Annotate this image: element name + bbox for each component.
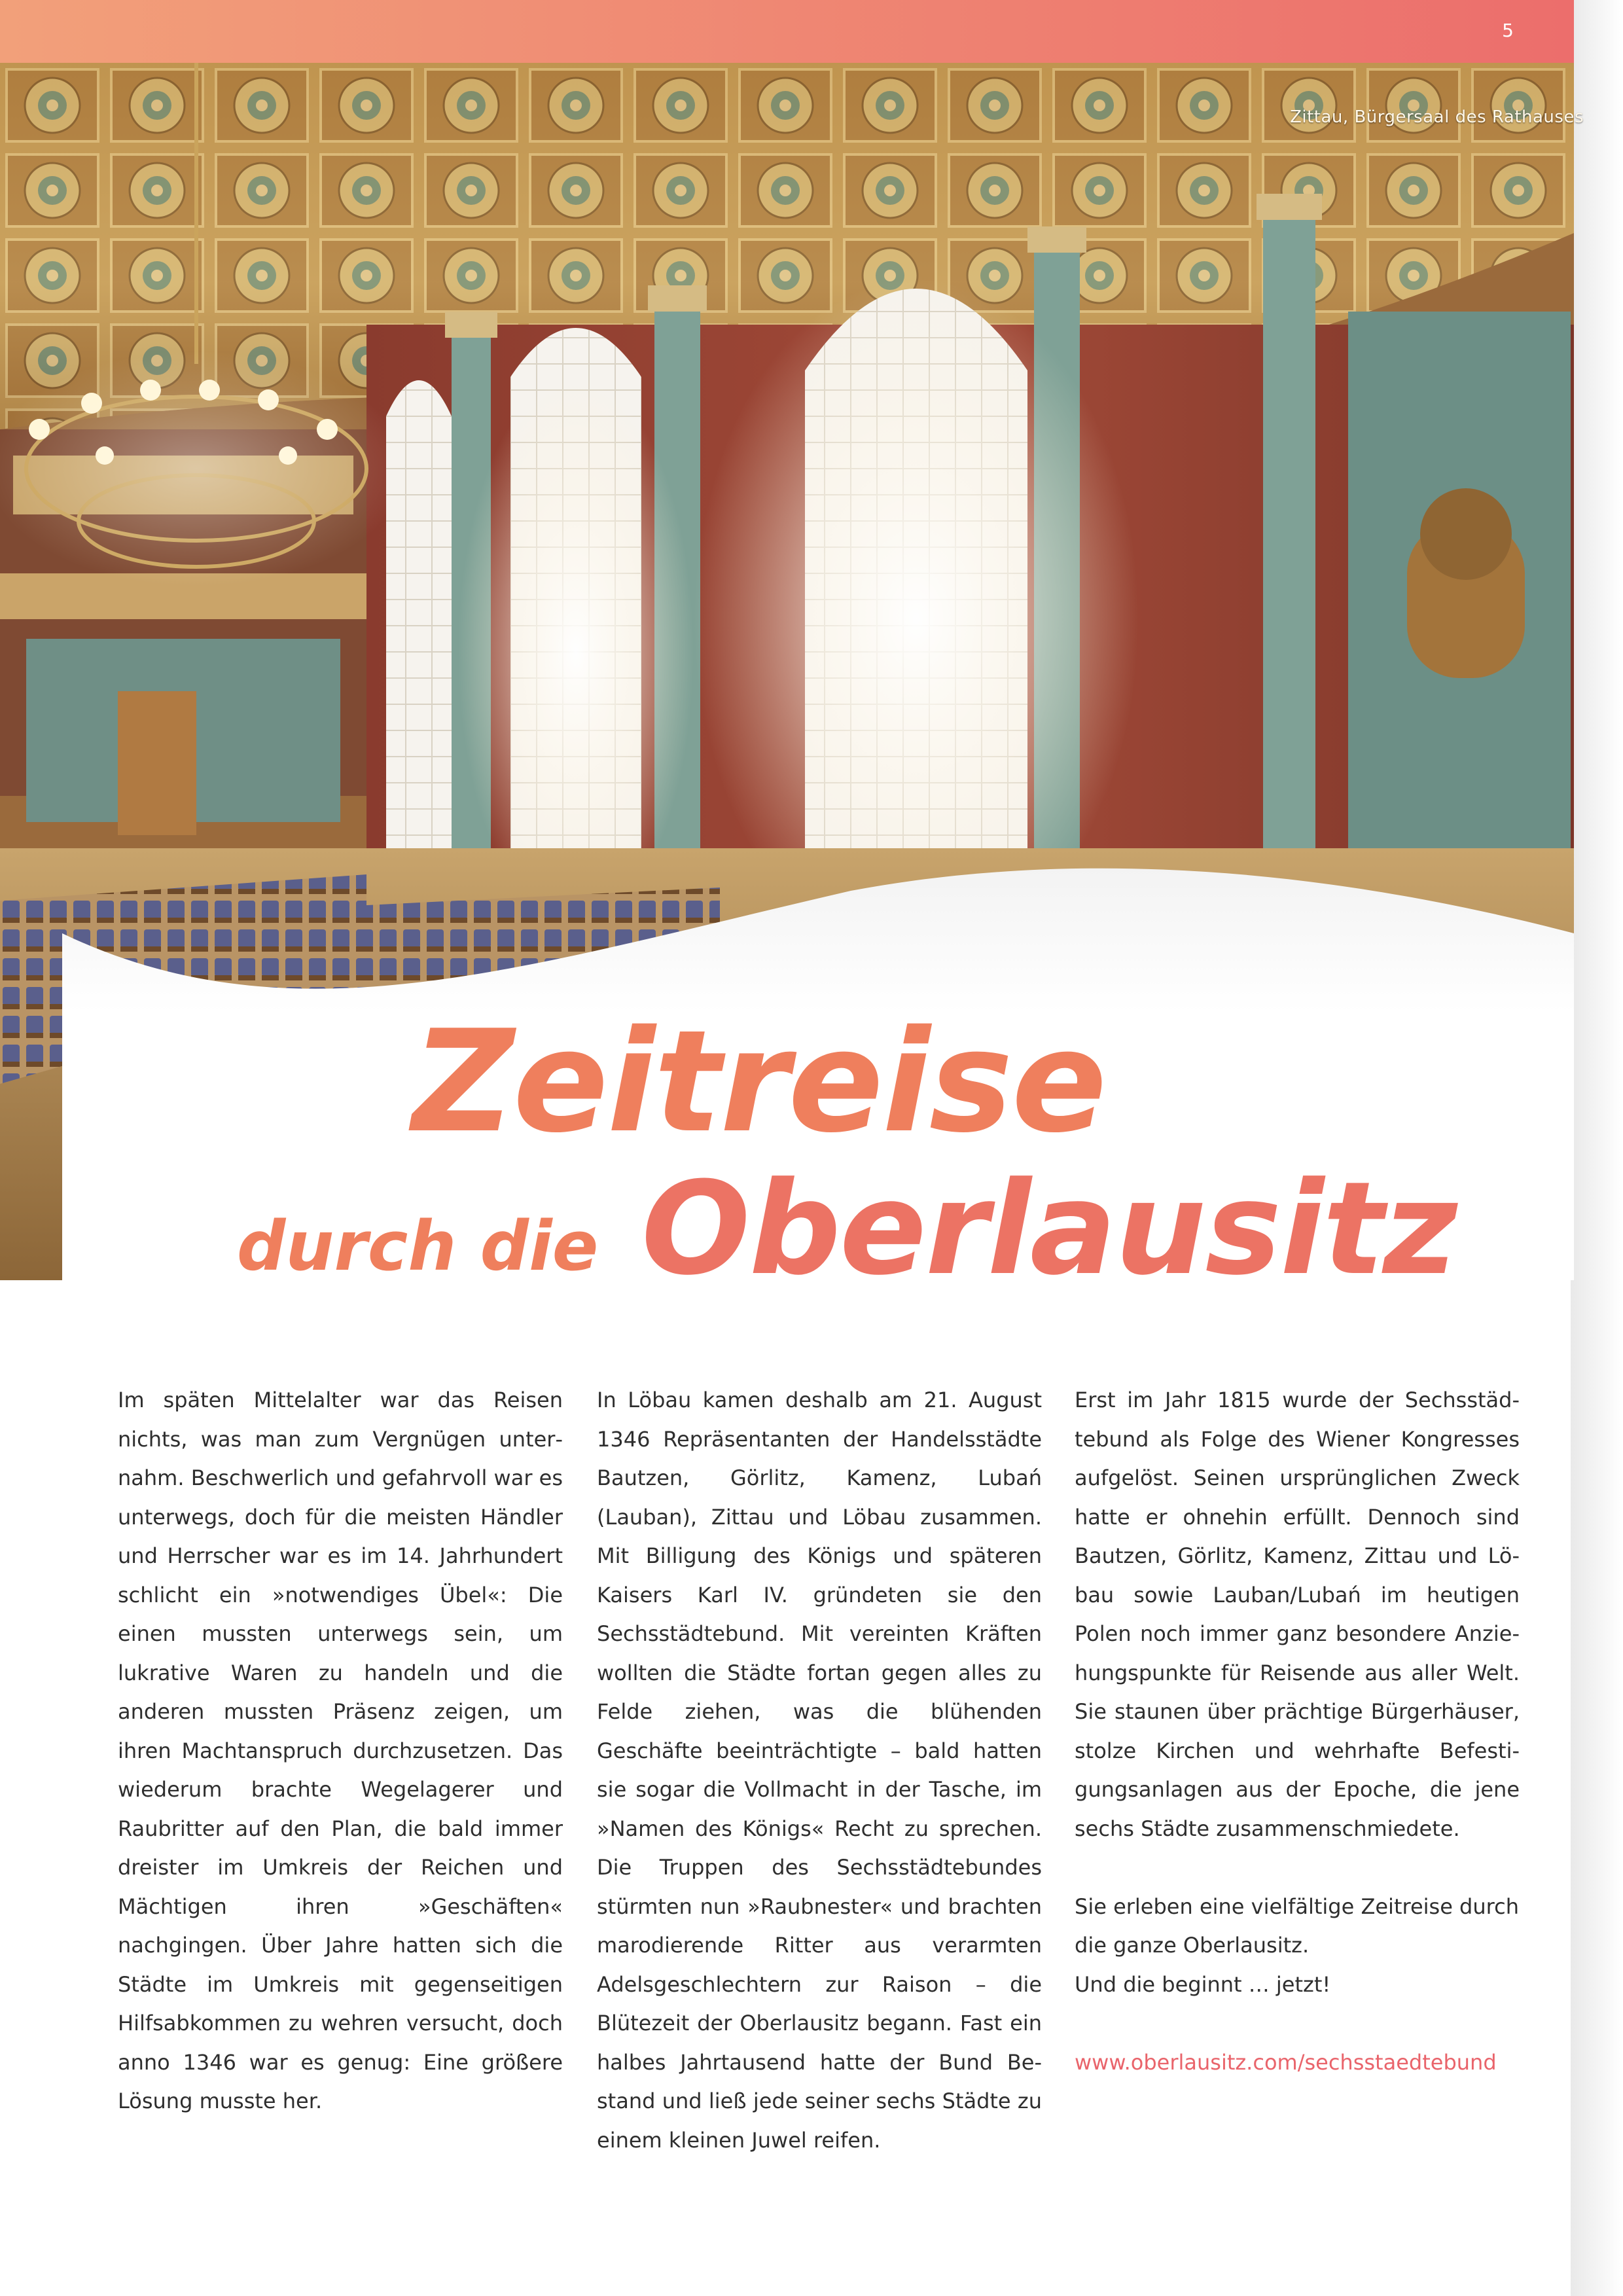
text-column-2	[597, 1381, 1042, 2160]
paragraph: In Löbau kamen deshalb am 21. August 1346 Repräsentanten der Handelsstädte Bautzen, Görlitz, Kamenz, Lubań (Lauban), Zittau und Löbau zusammen. Mit Billigung des Königs und späteren Kaisers Karl IV. gründeten sie den Sechsstädtebund. Mit vereinten Kräften wollten die Städte fortan gegen alles zu Felde ziehen, was die blühenden Geschäfte beeinträchtigte – bald hatten sie sogar die Vollmacht in der Tasche, im »Namen des Königs« Recht zu sprechen. Die Truppen des Sechsstädtebundes stürmten nun »Raubnester« und brachten marodierende Ritter aus verarmten Adelsgeschlechtern zur Raison – die Blütezeit der Oberlausitz begann. Fast ein halbes Jahrtausend hatte der Bund Bestand und ließ jede seiner sechs Städte zu einem kleinen Juwel reifen.	[597, 1388, 1042, 2153]
headline-line-1: Zeitreise	[412, 999, 1106, 1164]
text-column-3	[1075, 1381, 1520, 2082]
photo-caption: Zittau, Bürgersaal des Rathauses	[1290, 107, 1584, 127]
paragraph: Und die beginnt … jetzt!	[1075, 1971, 1331, 1997]
paragraph: Sie erleben eine vielfältige Zeitreise durch die ganze Oberlausitz.	[1075, 1893, 1519, 1958]
page-number: 5	[1502, 20, 1514, 41]
paragraph: Erst im Jahr 1815 wurde der Sechsstädtebund als Folge des Wiener Kongresses aufgelöst. Seinen ursprünglichen Zweck hatte er ohnehin erfüllt. Dennoch sind Bautzen, Görlitz, Kamenz, Zittau und Löbau sowie Lauban/Lubań im heutigen Polen noch immer ganz besondere Anziehungspunkte für Reisende aus aller Welt. Sie staunen über prächtige Bürgerhäuser, stolze Kirchen und wehrhafte Befestigungsanlagen aus der Epoche, die jene sechs Städte zusammenschmiedete.	[1075, 1388, 1520, 1841]
page-header-bar	[0, 0, 1574, 63]
headline-line-2-small: durch die	[237, 1206, 599, 1286]
headline-line-2-big: Oberlausitz	[641, 1155, 1457, 1304]
text-column-1	[118, 1381, 563, 2121]
website-link[interactable]: www.oberlausitz.com/sechsstaedtebund	[1075, 2049, 1497, 2075]
page-edge-shadow	[1571, 0, 1623, 2296]
paragraph: Im späten Mittelalter war das Reisen nichts, was man zum Vergnügen unternahm. Beschwerlich und gefahrvoll war es unterwegs, doch für die meisten Händler und Herrscher war es im 14. Jahrhundert schlicht ein »notwendiges Übel«: Die einen mussten unterwegs sein, um lukrative Waren zu handeln und die anderen mussten Präsenz zeigen, um ihren Machtanspruch durchzusetzen. Das wiederum brachte Wegelagerer und Raubritter auf den Plan, die bald immer dreister im Umkreis der Reichen und Mächtigen ihren »Geschäften« nachgingen. Über Jahre hatten sich die Städte im Umkreis mit gegenseitigen Hilfsabkommen zu wehren versucht, doch anno 1346 war es genug: Eine größere Lösung musste her.	[118, 1388, 563, 2113]
